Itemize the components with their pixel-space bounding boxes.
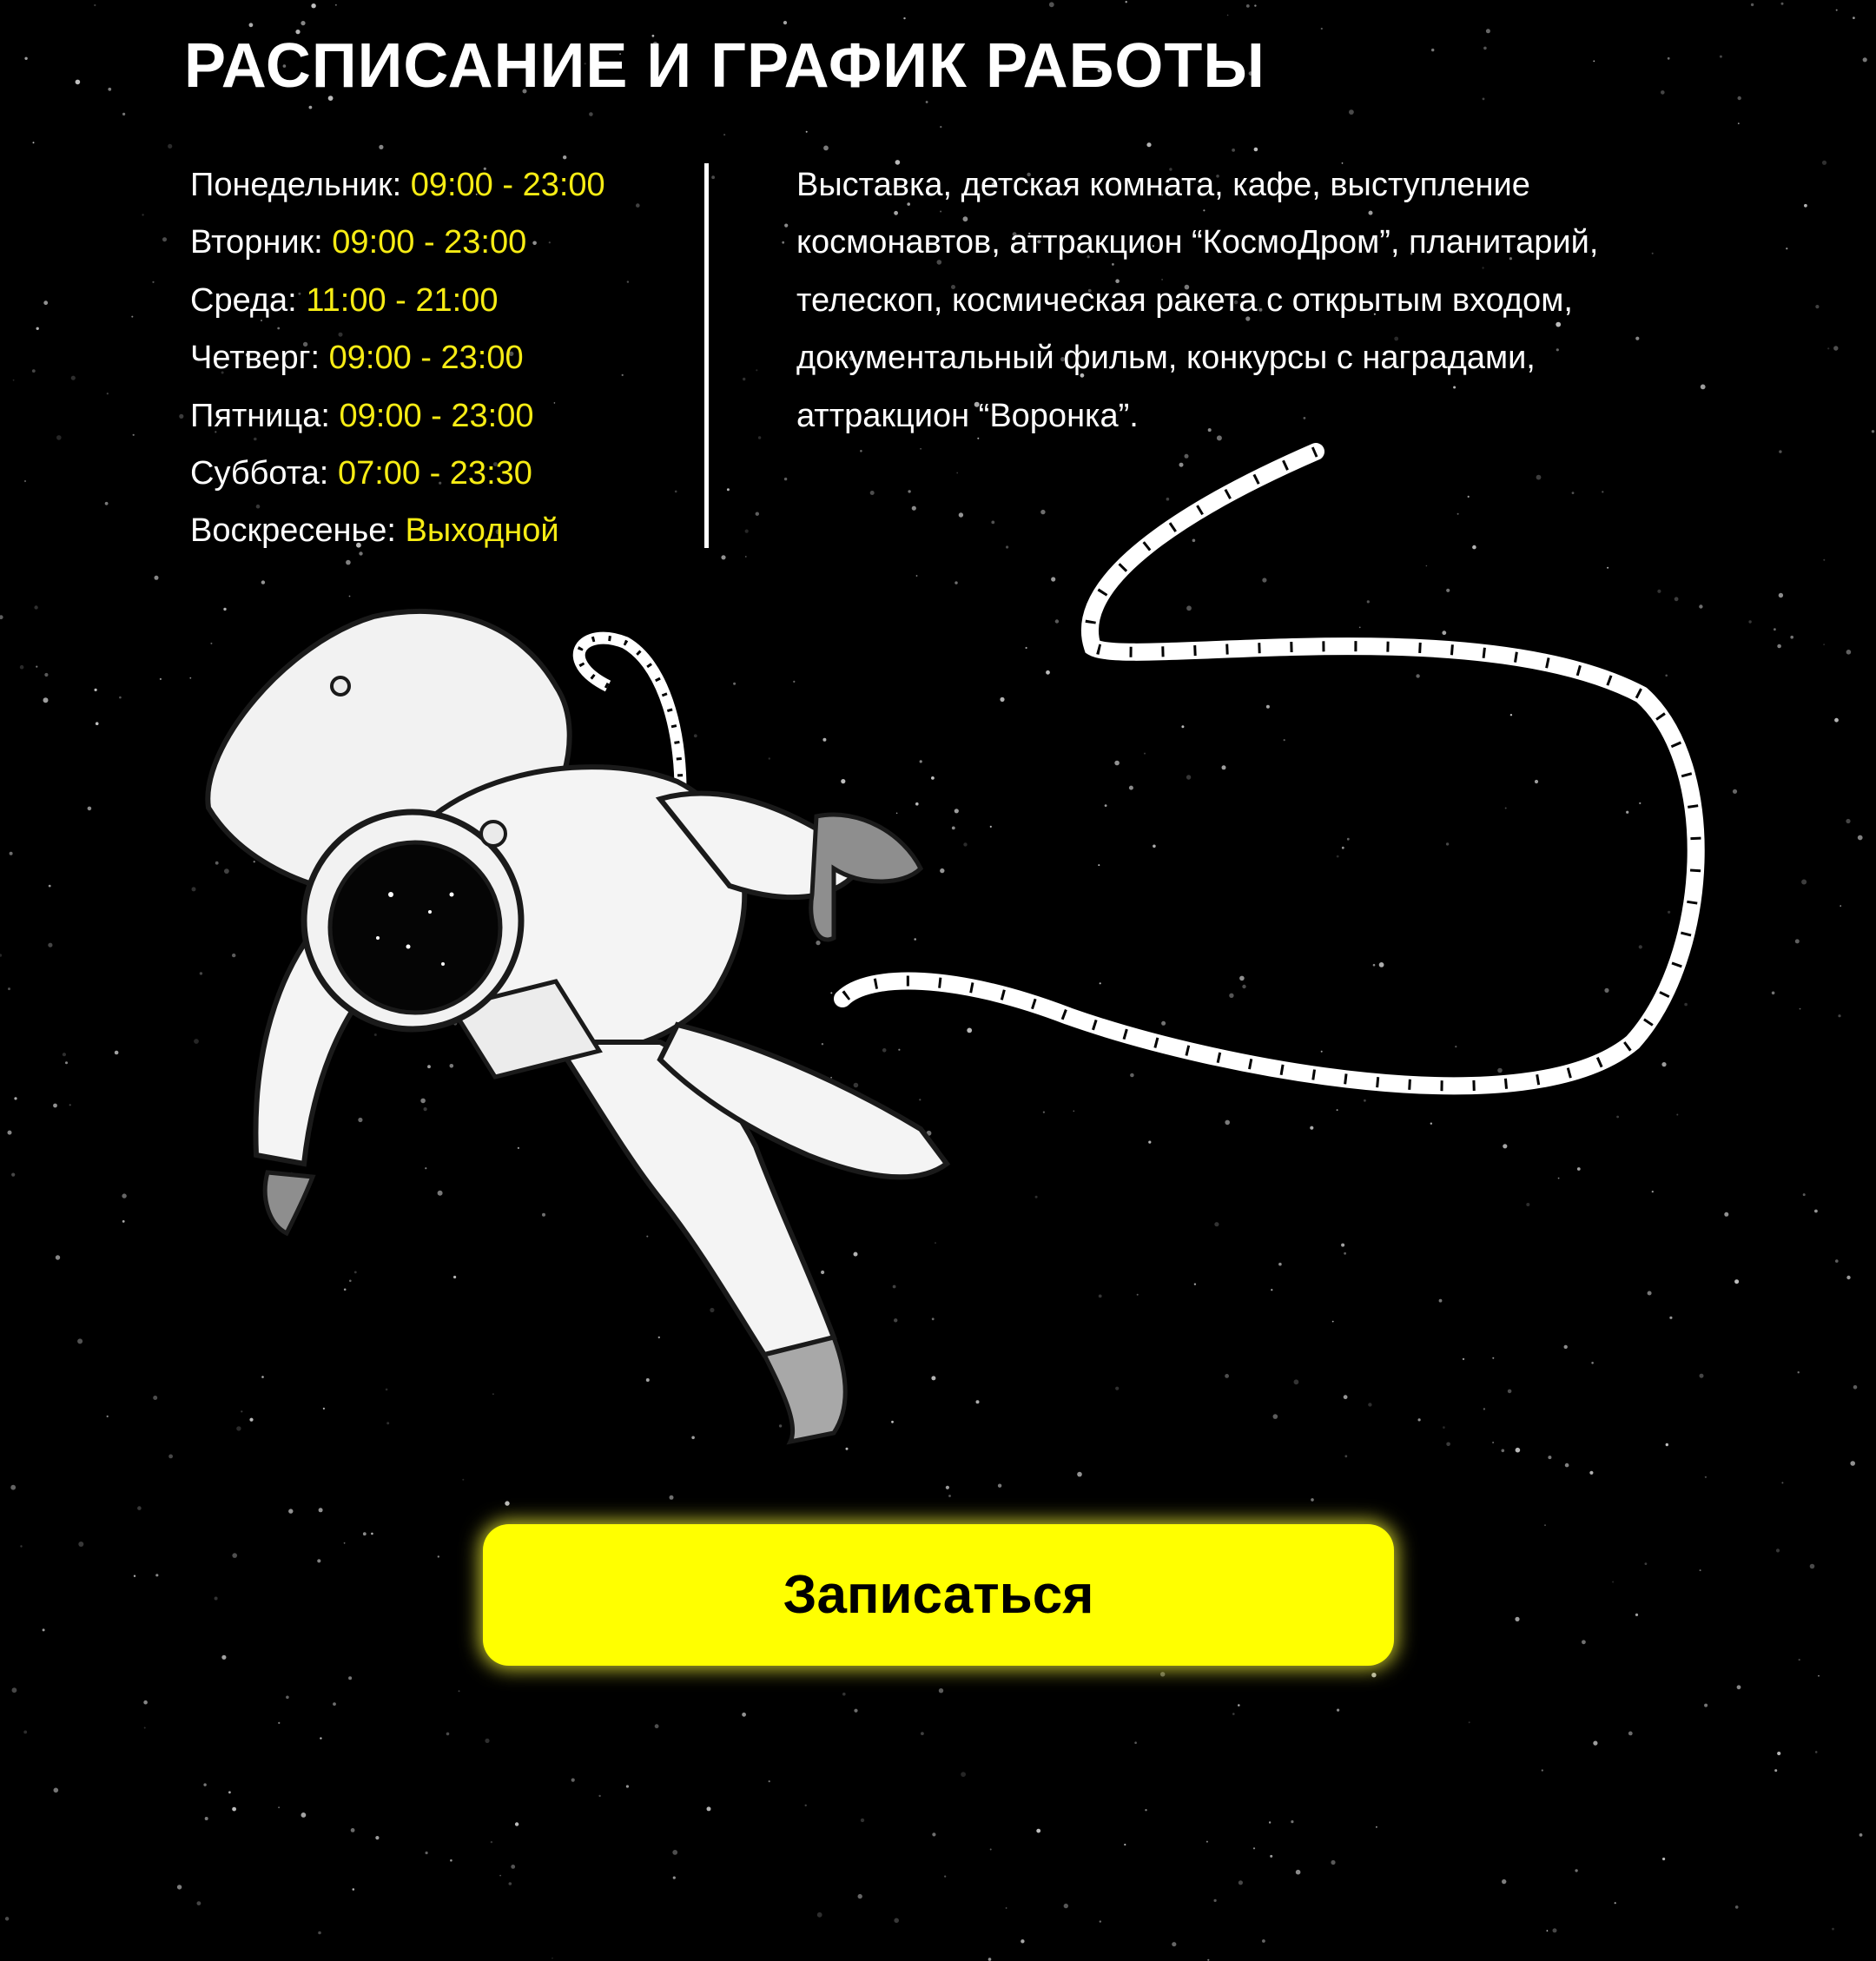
star — [317, 1559, 320, 1562]
star — [1349, 109, 1354, 115]
star — [1253, 1847, 1255, 1849]
star — [1124, 1844, 1126, 1845]
star — [988, 1958, 992, 1961]
star — [1206, 1841, 1208, 1843]
day-label: Суббота: — [190, 455, 329, 492]
day-label: Воскресенье: — [190, 512, 396, 550]
star — [1100, 1920, 1101, 1922]
star — [232, 1553, 237, 1558]
star — [1776, 1548, 1780, 1552]
hours-value: 11:00 - 21:00 — [306, 281, 499, 319]
star — [742, 1713, 746, 1717]
star — [32, 369, 36, 373]
star — [1515, 1617, 1519, 1621]
star — [179, 414, 183, 419]
star — [946, 1486, 949, 1489]
star — [1781, 1482, 1783, 1483]
star — [5, 1917, 9, 1920]
star — [371, 1533, 373, 1535]
star — [1774, 1769, 1777, 1772]
star — [1542, 1769, 1543, 1771]
star — [426, 1852, 428, 1854]
star — [353, 1888, 355, 1891]
star — [249, 23, 254, 27]
star — [1810, 1564, 1815, 1569]
star — [348, 1676, 352, 1680]
star — [939, 1688, 943, 1693]
star — [1172, 1942, 1176, 1946]
star — [1134, 1741, 1137, 1744]
star — [24, 57, 27, 60]
star — [108, 88, 111, 91]
star — [1593, 1741, 1597, 1746]
star — [990, 1849, 992, 1851]
star — [940, 126, 941, 128]
star — [319, 1508, 323, 1512]
star — [54, 1788, 59, 1793]
day-label: Понедельник: — [190, 167, 402, 203]
star — [1738, 96, 1741, 100]
star — [1815, 305, 1819, 308]
star — [462, 1479, 464, 1481]
star — [278, 1722, 280, 1724]
star — [861, 1819, 864, 1822]
star — [1799, 1659, 1800, 1661]
star — [670, 1496, 674, 1500]
star — [1804, 204, 1807, 208]
star — [854, 1709, 857, 1713]
star — [335, 4, 337, 6]
star — [1049, 2, 1054, 7]
star — [363, 1532, 367, 1535]
astronaut-illustration — [0, 434, 1876, 1476]
star — [707, 1806, 711, 1811]
hours-value: 09:00 - 23:00 — [332, 224, 527, 261]
star — [505, 1501, 509, 1505]
schedule-row-monday — [190, 156, 694, 214]
star — [1238, 1704, 1240, 1707]
star — [1720, 56, 1722, 58]
star — [309, 106, 313, 109]
star — [723, 134, 725, 135]
star — [1668, 57, 1670, 60]
star — [806, 131, 808, 133]
page-title: РАСПИСАНИЕ И ГРАФИК РАБОТЫ — [184, 31, 1265, 101]
star — [1553, 1928, 1557, 1932]
star — [1227, 15, 1229, 17]
star — [131, 316, 133, 318]
star — [228, 1791, 231, 1793]
star — [948, 1495, 951, 1497]
star — [142, 214, 143, 215]
star — [333, 1702, 336, 1706]
star — [375, 1836, 379, 1839]
star — [1661, 90, 1665, 95]
star — [1704, 1704, 1708, 1707]
star — [1246, 4, 1250, 8]
star — [318, 1931, 321, 1935]
star — [1827, 347, 1829, 349]
star — [1872, 430, 1874, 432]
hours-value: 09:00 - 23:00 — [410, 167, 605, 203]
star — [509, 1882, 512, 1885]
star — [1214, 1899, 1217, 1902]
star — [784, 224, 788, 228]
star — [1270, 1855, 1272, 1858]
star — [1818, 1675, 1820, 1677]
star — [205, 1817, 208, 1820]
star — [1321, 28, 1323, 30]
star — [842, 1693, 846, 1696]
star — [1232, 1713, 1235, 1715]
star — [1064, 1904, 1068, 1908]
star — [1311, 1498, 1314, 1502]
star — [1146, 142, 1151, 147]
star — [1269, 1821, 1271, 1823]
star — [1502, 1879, 1506, 1884]
star — [783, 21, 787, 24]
star — [43, 300, 48, 305]
star — [33, 142, 35, 143]
star — [1483, 98, 1485, 101]
star — [756, 369, 757, 371]
star — [921, 1732, 924, 1735]
star — [1262, 1939, 1265, 1943]
star — [168, 144, 172, 149]
star — [1232, 149, 1235, 152]
star — [311, 3, 315, 8]
star — [278, 1806, 280, 1808]
star — [1836, 10, 1838, 11]
star — [1239, 1880, 1243, 1885]
star — [1735, 1905, 1739, 1909]
star — [598, 1795, 600, 1797]
star — [1628, 1732, 1633, 1736]
star — [1781, 3, 1784, 5]
star — [1615, 1902, 1616, 1904]
signup-button[interactable]: Записаться — [483, 1524, 1394, 1666]
day-label: Пятница: — [190, 397, 330, 434]
star — [143, 1700, 148, 1705]
star — [301, 21, 305, 25]
star — [94, 4, 96, 6]
star — [459, 1690, 460, 1692]
star — [177, 1885, 182, 1889]
star — [379, 145, 383, 149]
star — [1832, 1928, 1834, 1931]
star — [1371, 1673, 1376, 1677]
schedule-row-thursday — [190, 329, 694, 386]
star — [10, 1485, 16, 1490]
star — [1483, 47, 1487, 50]
star — [1833, 346, 1838, 350]
star — [23, 1731, 27, 1734]
day-label: Вторник: — [190, 224, 323, 261]
star — [1700, 1569, 1701, 1571]
star — [1006, 1907, 1007, 1909]
star — [1853, 17, 1855, 19]
star — [450, 1859, 452, 1862]
star — [286, 1696, 289, 1700]
star — [571, 1779, 575, 1782]
star — [1859, 1833, 1863, 1837]
star — [144, 1727, 146, 1729]
star — [1036, 1829, 1040, 1833]
star — [351, 1828, 355, 1832]
star — [1145, 1809, 1146, 1811]
star — [858, 1894, 862, 1898]
star — [817, 1912, 822, 1918]
star — [12, 1687, 17, 1693]
day-label: Четверг: — [190, 340, 320, 377]
star — [137, 1506, 142, 1510]
star — [344, 1542, 346, 1544]
star — [1777, 1752, 1780, 1755]
star — [152, 281, 154, 283]
star — [961, 1772, 966, 1777]
star — [1544, 1524, 1546, 1526]
star — [1815, 1751, 1818, 1753]
star — [1331, 1860, 1335, 1865]
star — [232, 1807, 236, 1812]
star — [122, 113, 125, 116]
star — [221, 1655, 226, 1660]
star — [1254, 148, 1258, 152]
star — [78, 1542, 83, 1547]
star — [515, 1822, 519, 1826]
star — [1575, 1869, 1577, 1872]
star — [1645, 1562, 1648, 1565]
star — [1469, 1721, 1470, 1723]
star — [1701, 385, 1706, 390]
star — [71, 376, 76, 380]
star — [36, 327, 39, 330]
star — [672, 1850, 677, 1855]
star — [446, 1733, 450, 1736]
star — [20, 1545, 22, 1547]
star — [203, 1783, 206, 1786]
star — [1737, 1685, 1741, 1689]
star — [1863, 57, 1867, 62]
star — [43, 1628, 45, 1631]
star — [552, 1958, 553, 1959]
star — [1751, 3, 1754, 6]
star — [1547, 1930, 1549, 1931]
star — [155, 1574, 158, 1576]
star — [438, 1555, 439, 1557]
star — [215, 1597, 218, 1601]
star — [805, 1805, 807, 1806]
star — [1337, 1709, 1339, 1712]
star — [769, 1780, 770, 1782]
hours-value: 09:00 - 23:00 — [328, 340, 524, 377]
star — [823, 146, 829, 151]
star — [1822, 161, 1826, 165]
star — [655, 1724, 659, 1728]
star — [626, 1785, 629, 1787]
star — [499, 1875, 501, 1877]
features-text: Выставка, детская комната, кафе, выступление космонавтов, аттракцион “КосмоДром”, планитарий, телескоп, космическая ракета с открытым входом, документальный фильм, конкурсы с наградами, аттракцион “Воронка”. — [796, 167, 1599, 434]
star — [926, 101, 928, 103]
star — [1291, 1820, 1293, 1823]
star — [1021, 1939, 1024, 1943]
star — [1431, 49, 1434, 51]
star — [511, 1865, 515, 1869]
star — [894, 1918, 899, 1924]
star — [932, 1832, 935, 1836]
star — [1612, 1581, 1614, 1583]
star — [1296, 1870, 1301, 1875]
hours-value: 09:00 - 23:00 — [339, 397, 534, 434]
schedule-row-wednesday — [190, 272, 694, 329]
day-label: Среда: — [190, 281, 297, 319]
star — [1160, 1672, 1165, 1676]
schedule-row-tuesday — [190, 214, 694, 271]
star — [107, 393, 109, 394]
star — [944, 1876, 946, 1878]
star — [134, 1575, 135, 1577]
star — [782, 241, 784, 244]
star — [491, 1841, 492, 1843]
star — [743, 378, 745, 380]
star — [1662, 1858, 1665, 1860]
star — [301, 1812, 307, 1818]
star — [197, 1901, 201, 1905]
hours-value: 07:00 - 23:30 — [337, 455, 532, 492]
star — [1126, 1, 1127, 3]
star — [1705, 1476, 1707, 1478]
star — [1582, 1640, 1586, 1644]
star — [1738, 122, 1740, 124]
star — [903, 17, 905, 19]
star — [1376, 1826, 1377, 1828]
star — [288, 1509, 293, 1513]
hours-value: Выходной — [405, 512, 559, 550]
star — [1786, 248, 1787, 249]
star — [13, 380, 15, 381]
star — [1593, 61, 1595, 63]
star — [1635, 1614, 1638, 1616]
star — [76, 80, 81, 85]
star — [320, 1737, 321, 1739]
star — [711, 175, 715, 179]
star — [673, 1877, 676, 1879]
star — [485, 1739, 489, 1743]
star — [1254, 4, 1256, 6]
star — [162, 237, 167, 241]
star — [998, 1484, 1001, 1488]
star — [1486, 29, 1490, 33]
star — [589, 112, 593, 116]
